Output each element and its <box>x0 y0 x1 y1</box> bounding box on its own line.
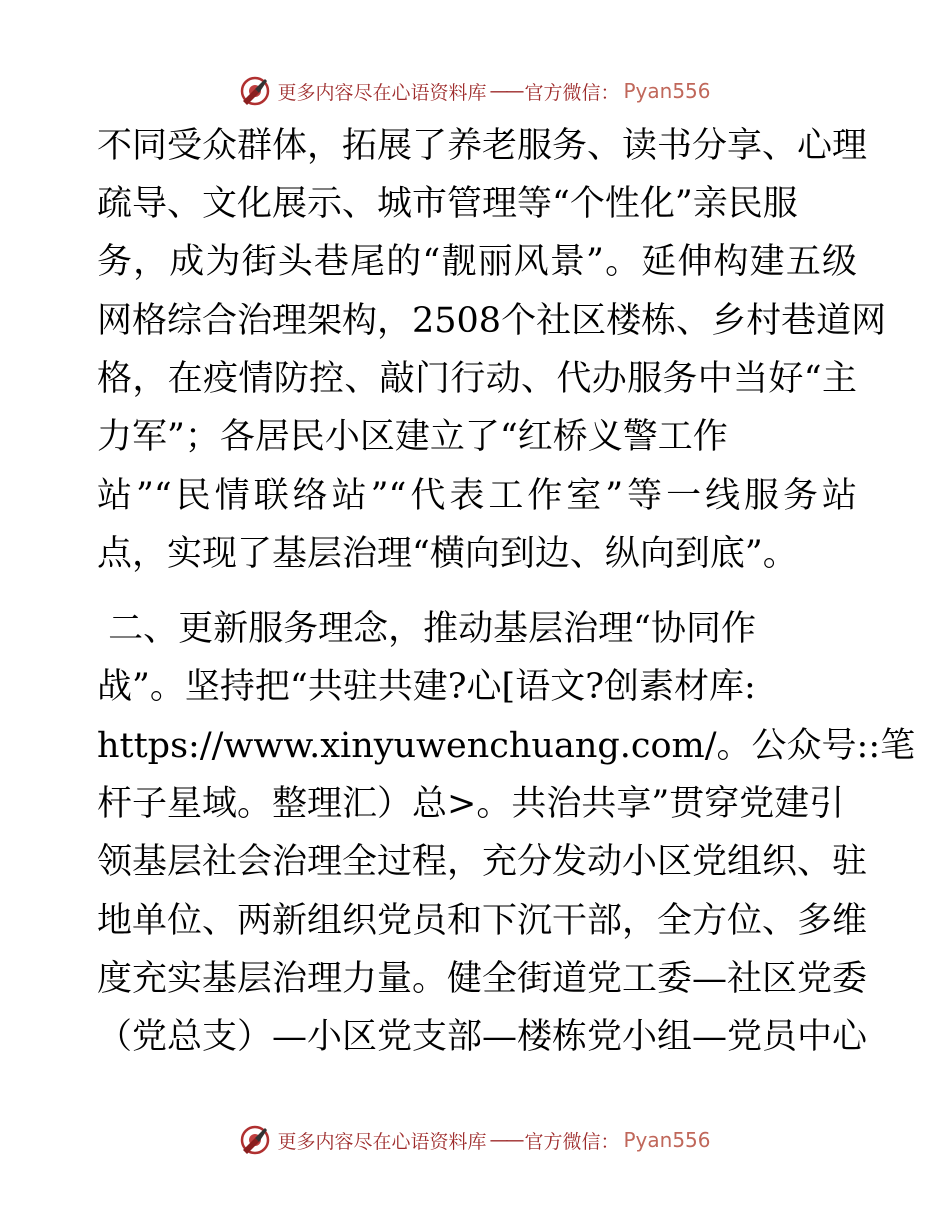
text-line: 网格综合治理架构，2508个社区楼栋、乡村巷道网 <box>97 301 887 341</box>
watermark-text: 更多内容尽在心语资料库 <box>277 81 487 104</box>
watermark-text: 更多内容尽在心语资料库 <box>277 1130 487 1153</box>
watermark-banner-top <box>0 71 950 111</box>
text-line: 杆子星域。整理汇）总>。共治共享”贯穿党建引 <box>97 784 845 824</box>
watermark-banner-bottom <box>0 1120 950 1160</box>
watermark-separator: —— <box>489 1129 522 1151</box>
wechat-id: Pyan556 <box>623 79 711 103</box>
section-heading: 二、更新服务理念，推动基层治理“协同作 <box>97 609 757 649</box>
wechat-label: 官方微信： <box>524 81 620 104</box>
logo-icon <box>239 75 271 107</box>
text-line: 战”。坚持把“共驻共建?心[语文?创素材库: <box>97 667 756 707</box>
text-line: https://www.xinyuwenchuang.com/。公众号::笔 <box>97 726 916 766</box>
text-line: 力军”；各居民小区建立了“红桥义警工作 <box>97 417 728 457</box>
watermark-separator: —— <box>489 80 522 102</box>
text-line: 不同受众群体，拓展了养老服务、读书分享、心理 <box>97 126 868 166</box>
text-line: 领基层社会治理全过程，充分发动小区党组织、驻 <box>97 842 868 882</box>
text-line: 格，在疫情防控、敲门行动、代办服务中当好“主 <box>97 359 857 399</box>
wechat-id: Pyan556 <box>623 1128 711 1152</box>
text-line: 度充实基层治理力量。健全街道党工委—社区党委 <box>97 959 868 999</box>
text-line: 疏导、文化展示、城市管理等“个性化”亲民服 <box>97 184 798 224</box>
text-line: 地单位、两新组织党员和下沉干部，全方位、多维 <box>97 901 868 941</box>
text-line: 点，实现了基层治理“横向到边、纵向到底”。 <box>97 534 798 574</box>
logo-icon <box>239 1124 271 1156</box>
text-line: 务，成为街头巷尾的“靓丽风景”。延伸构建五级 <box>97 242 857 282</box>
text-line: 站”“民情联络站”“代表工作室”等一线服务站 <box>97 476 857 516</box>
wechat-label: 官方微信： <box>524 1130 620 1153</box>
text-line: （党总支）—小区党支部—楼栋党小组—党员中心 <box>97 1017 868 1057</box>
